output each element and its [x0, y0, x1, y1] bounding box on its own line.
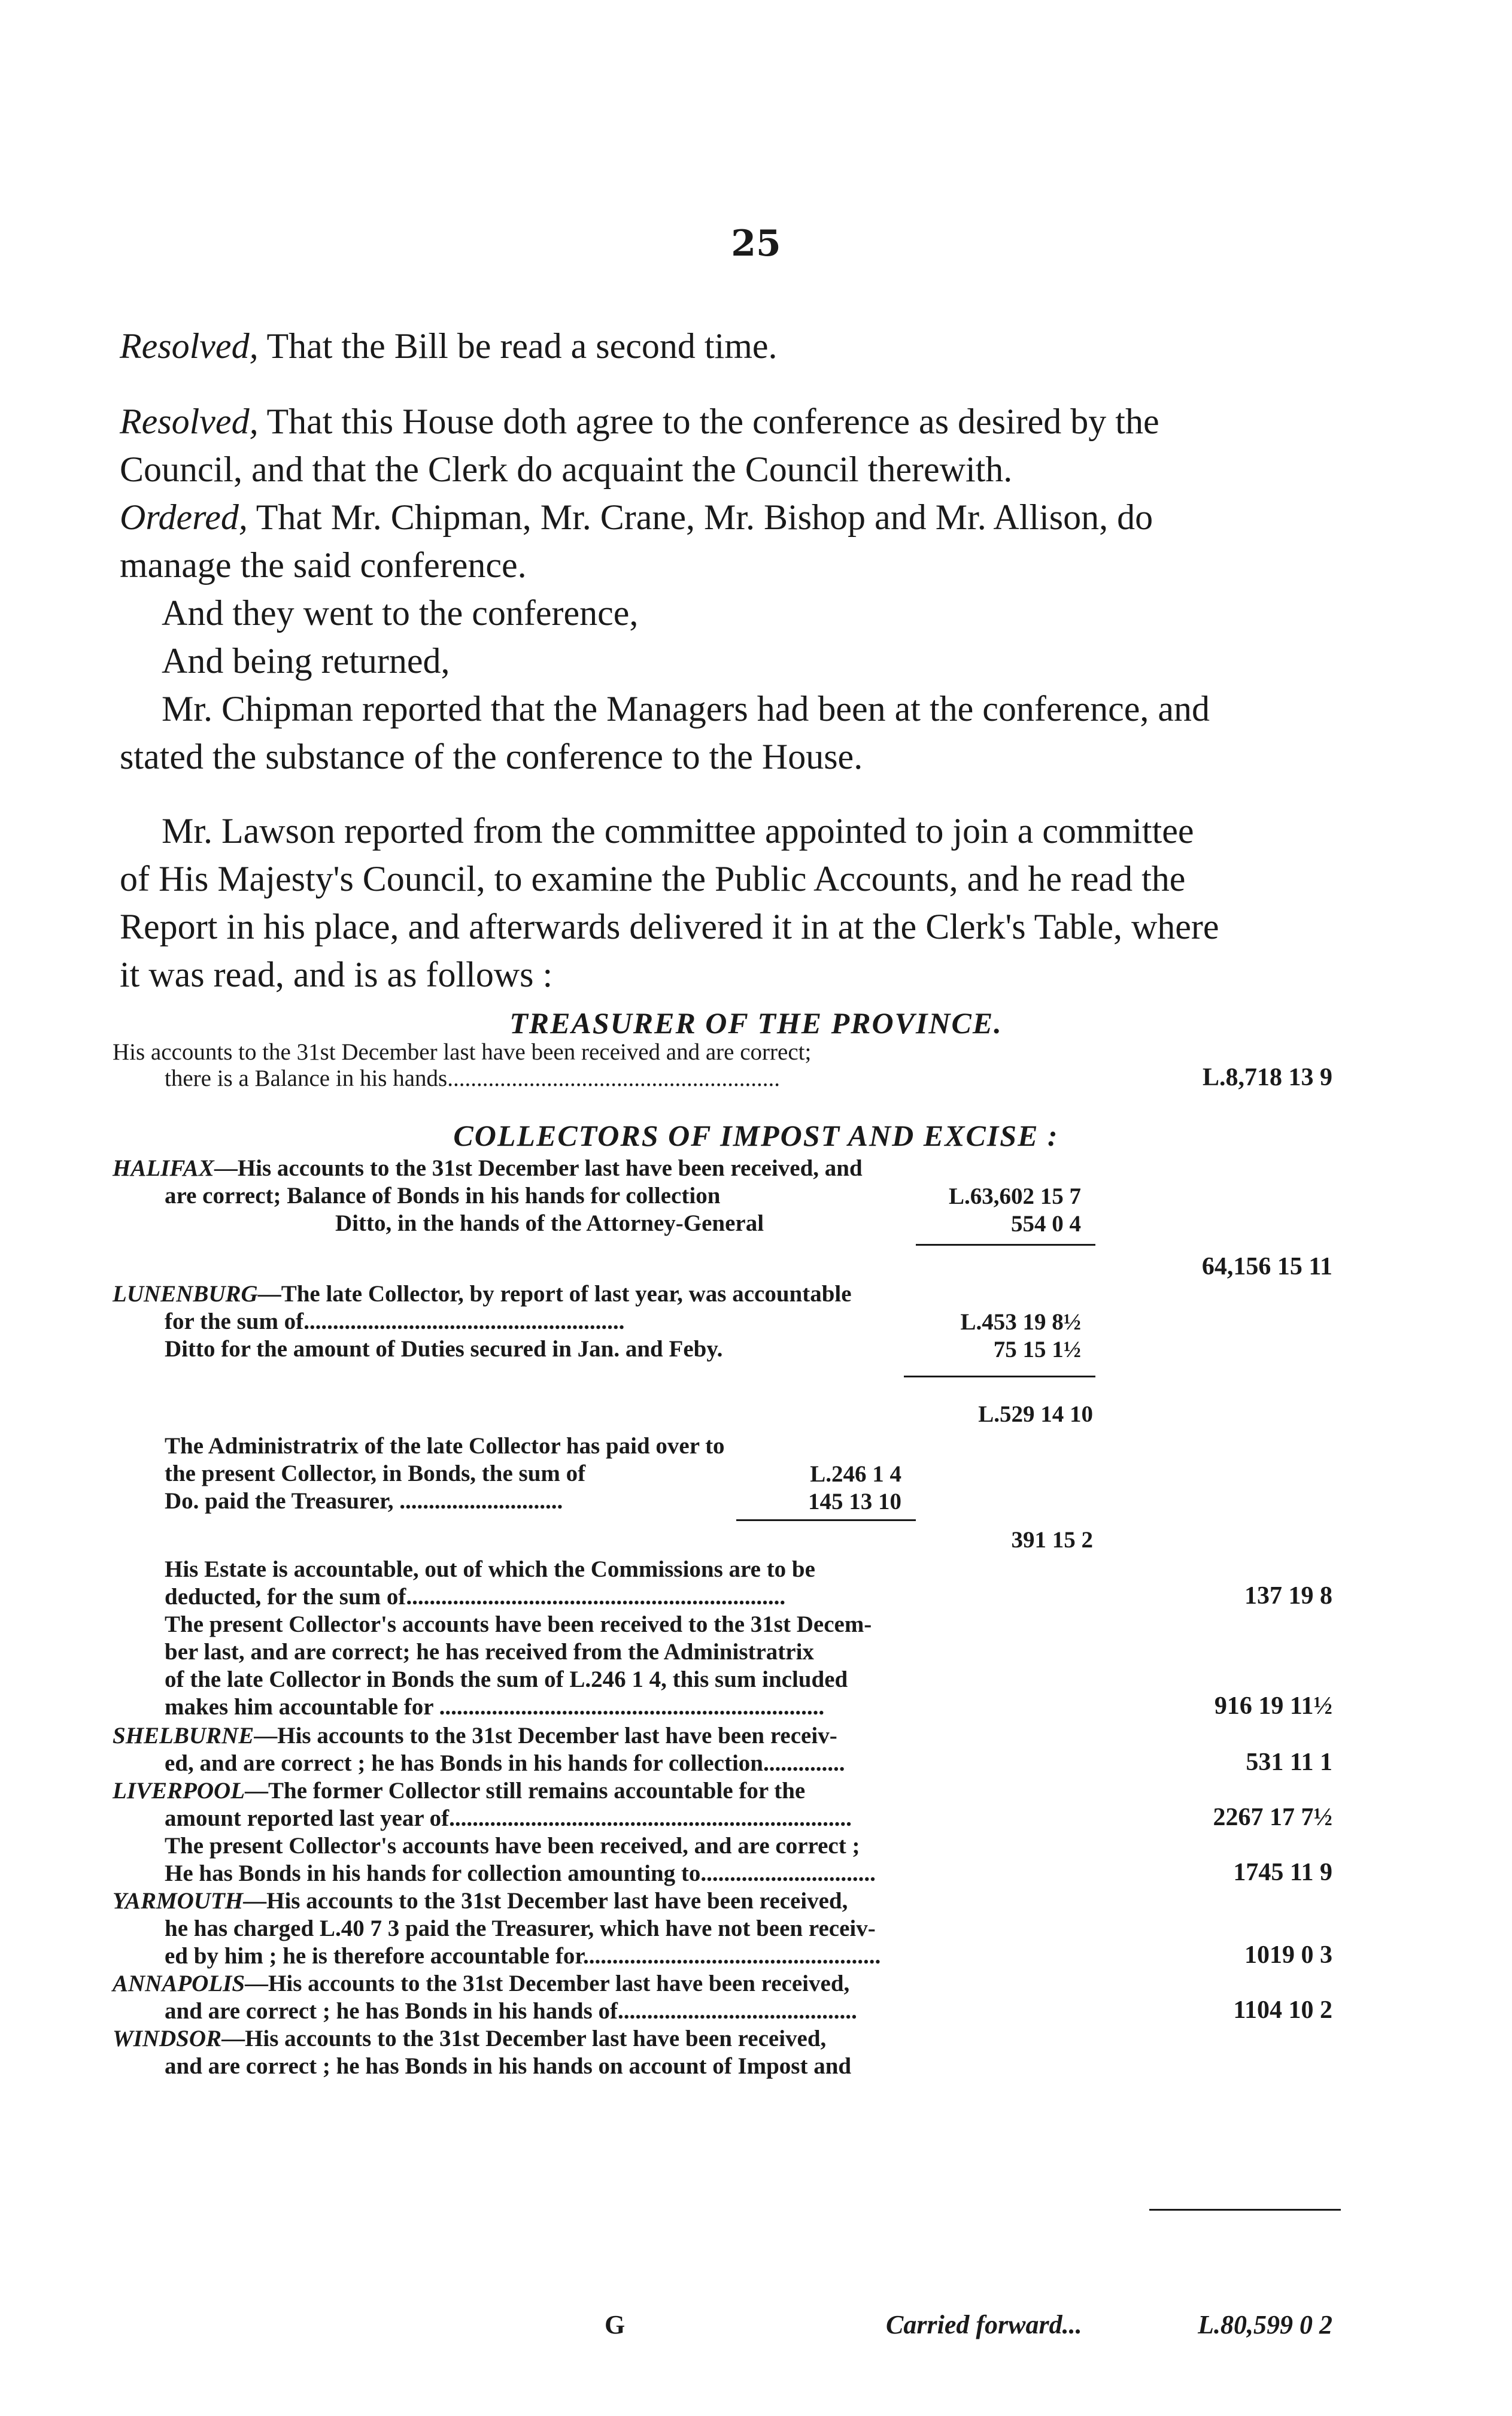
being-returned: And being returned, — [162, 641, 450, 681]
yarmouth-entry-line1: YARMOUTH—His accounts to the 31st December last have been received, — [113, 1888, 848, 1914]
lunenburg-paid-rule — [736, 1519, 916, 1521]
carried-forward-label: Carried forward... — [886, 2310, 1082, 2339]
lawson-report-line4: it was read, and is as follows : — [120, 955, 553, 994]
went-to-conference: And they went to the conference, — [162, 593, 639, 633]
shelburne-amount: 531 11 1 — [1246, 1749, 1332, 1776]
liverpool-former-amount: 2267 17 7½ — [1213, 1804, 1332, 1831]
lawson-report-line2: of His Majesty's Council, to examine the Public Accounts, and he read the — [120, 859, 1186, 899]
lunenburg-accountable-subtotal: L.453 19 8½ — [960, 1309, 1081, 1335]
collectors-heading: COLLECTORS OF IMPOST AND EXCISE : — [453, 1119, 1059, 1152]
treasurer-balance: L.8,718 13 9 — [1202, 1064, 1332, 1091]
lunenburg-entry-line10: ber last, and are correct; he has received from the Administratrix — [165, 1639, 814, 1665]
page-number: 25 — [731, 223, 781, 265]
yarmouth-entry-line2: he has charged L.40 7 3 paid the Treasurer, which have not been receiv- — [165, 1916, 876, 1941]
liverpool-entry-line3: The present Collector's accounts have been received, and are correct ; — [165, 1833, 860, 1859]
lunenburg-sum-rule — [904, 1376, 1095, 1377]
lunenburg-entry-line12: makes him accountable for .................................................................. — [165, 1694, 825, 1720]
lunenburg-entry-line1: LUNENBURG—The late Collector, by report of last year, was accountable — [113, 1281, 852, 1307]
shelburne-entry-line2: ed, and are correct ; he has Bonds in his hands for collection.............. — [165, 1750, 845, 1776]
lunenburg-estate-amount: 137 19 8 — [1244, 1582, 1332, 1610]
treasurer-line2: there is a Balance in his hands......................................................... — [165, 1066, 780, 1091]
annapolis-entry-line1: ANNAPOLIS—His accounts to the 31st December last have been received, — [113, 1971, 850, 1996]
chipman-report-line1: Mr. Chipman reported that the Managers had been at the conference, and — [162, 689, 1210, 729]
lawson-report-line1: Mr. Lawson reported from the committee appointed to join a committee — [162, 811, 1194, 851]
liverpool-entry-line4: He has Bonds in his hands for collection amounting to.............................. — [165, 1860, 876, 1886]
chipman-report-line2: stated the substance of the conference to the House. — [120, 737, 863, 776]
order-managers-line2: manage the said conference. — [120, 545, 527, 585]
carried-forward-rule — [1149, 2209, 1341, 2211]
yarmouth-entry-line3: ed by him ; he is therefore accountable for................................................... — [165, 1943, 881, 1969]
lunenburg-bonds-paid: L.246 1 4 — [810, 1461, 901, 1487]
resolution-conference-line2: Council, and that the Clerk do acquaint the Council therewith. — [120, 450, 1013, 489]
lunenburg-entry-line6: Do. paid the Treasurer, ............................ — [165, 1488, 563, 1514]
lunenburg-total: L.529 14 10 — [978, 1401, 1093, 1427]
halifax-attorney-subtotal: 554 0 4 — [1011, 1211, 1081, 1237]
lunenburg-accountable-amount: 916 19 11½ — [1214, 1692, 1332, 1720]
lunenburg-entry-line4: The Administratrix of the late Collector has paid over to — [165, 1433, 725, 1459]
treasurer-heading: TREASURER OF THE PROVINCE. — [509, 1006, 1003, 1040]
halifax-sum-rule — [916, 1244, 1095, 1246]
halifax-entry-line3: Ditto, in the hands of the Attorney-General — [335, 1210, 764, 1236]
lunenburg-entry-line8: deducted, for the sum of................................................................. — [165, 1584, 786, 1610]
lunenburg-entry-line3: Ditto for the amount of Duties secured in Jan. and Feby. — [165, 1336, 723, 1362]
windsor-entry-line2: and are correct ; he has Bonds in his hands on account of Impost and — [165, 2053, 852, 2079]
lunenburg-paid-treasurer: 145 13 10 — [808, 1489, 901, 1514]
order-managers-line1: Ordered, That Mr. Chipman, Mr. Crane, Mr. Bishop and Mr. Allison, do — [120, 497, 1153, 537]
treasurer-line1: His accounts to the 31st December last have been received and are correct; — [113, 1039, 812, 1065]
lunenburg-entry-line11: of the late Collector in Bonds the sum of L.246 1 4, this sum included — [165, 1667, 848, 1692]
shelburne-entry-line1: SHELBURNE—His accounts to the 31st December last have been receiv- — [113, 1723, 837, 1749]
carried-forward-amount: L.80,599 0 2 — [1198, 2310, 1332, 2339]
lunenburg-paid-total: 391 15 2 — [1011, 1527, 1093, 1553]
annapolis-amount: 1104 10 2 — [1233, 1996, 1332, 2024]
resolution-conference-line1: Resolved, That this House doth agree to the conference as desired by the — [120, 402, 1159, 441]
liverpool-entry-line1: LIVERPOOL—The former Collector still remains accountable for the — [113, 1778, 806, 1804]
halifax-entry-line1: HALIFAX—His accounts to the 31st December last have been received, and — [113, 1155, 863, 1181]
lunenburg-entry-line7: His Estate is accountable, out of which the Commissions are to be — [165, 1556, 815, 1582]
halifax-total: 64,156 15 11 — [1201, 1253, 1332, 1280]
lunenburg-entry-line9: The present Collector's accounts have been received to the 31st Decem- — [165, 1611, 872, 1637]
halifax-bonds-subtotal: L.63,602 15 7 — [948, 1183, 1081, 1209]
resolution-second-reading: Resolved, That the Bill be read a second time. — [120, 326, 778, 366]
lunenburg-duties-subtotal: 75 15 1½ — [993, 1337, 1081, 1362]
windsor-entry-line1: WINDSOR—His accounts to the 31st December last have been received, — [113, 2026, 827, 2051]
liverpool-entry-line2: amount reported last year of..................................................................... — [165, 1805, 852, 1831]
signature-mark: G — [605, 2310, 626, 2339]
annapolis-entry-line2: and are correct ; he has Bonds in his hands of......................................... — [165, 1998, 857, 2024]
halifax-entry-line2: are correct; Balance of Bonds in his hands for collection — [165, 1183, 721, 1209]
lawson-report-line3: Report in his place, and afterwards delivered it in at the Clerk's Table, where — [120, 907, 1219, 946]
liverpool-bonds-amount: 1745 11 9 — [1233, 1859, 1332, 1886]
lunenburg-entry-line2: for the sum of....................................................... — [165, 1309, 625, 1334]
lunenburg-entry-line5: the present Collector, in Bonds, the sum of — [165, 1461, 586, 1486]
yarmouth-amount: 1019 0 3 — [1244, 1941, 1332, 1969]
